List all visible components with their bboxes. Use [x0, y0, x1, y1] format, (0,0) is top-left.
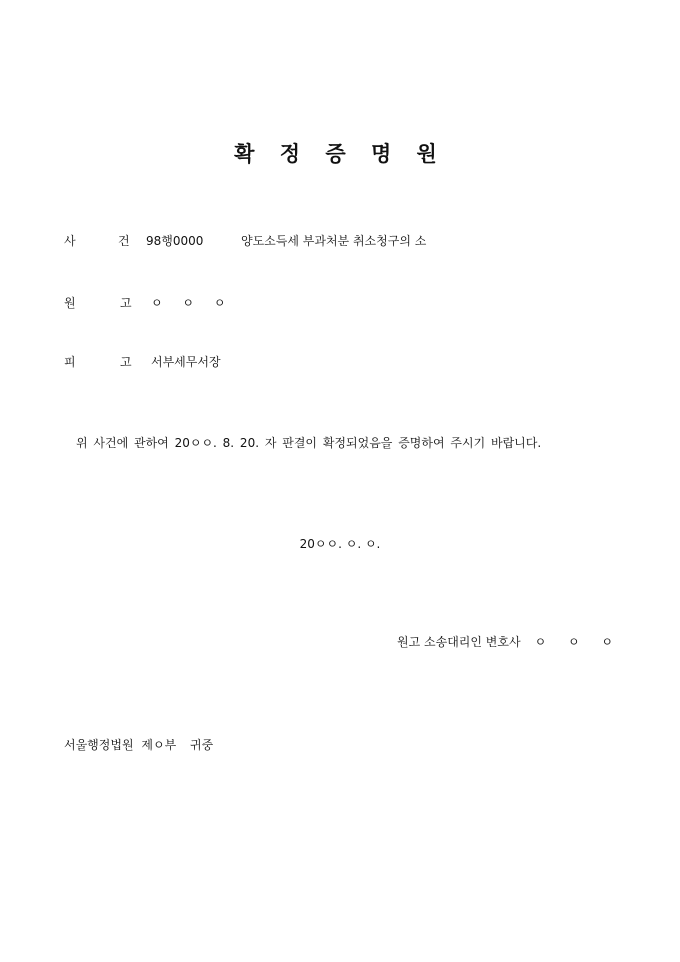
plaintiff-label-first-char: 원: [64, 296, 76, 310]
defendant-name: 서부세무서장: [151, 355, 221, 369]
case-number: 98행0000: [146, 234, 204, 248]
case-label-second-char: 건: [118, 234, 130, 248]
document-date: 20ㅇㅇ. ㅇ. ㅇ.: [299, 537, 381, 551]
signer-role: 원고 소송대리인 변호사: [397, 635, 521, 649]
plaintiff-name: ㅇ ㅇ ㅇ: [151, 296, 234, 310]
defendant-label-second-char: 고: [120, 355, 132, 369]
addressee-court: [64, 737, 213, 753]
court-name: 서울행정법원: [64, 738, 134, 752]
signer-name: ㅇ ㅇ ㅇ: [534, 635, 622, 649]
case-name: 양도소득세 부과처분 취소청구의 소: [241, 234, 427, 248]
defendant-label-first-char: 피: [64, 355, 76, 369]
plaintiff-label-second-char: 고: [120, 296, 132, 310]
court-division: 제ㅇ부: [141, 738, 177, 752]
request-body-text: 위 사건에 관하여 20ㅇㅇ. 8. 20. 자 판결이 확정되었음을 증명하여 주시기 바랍니다.: [76, 436, 542, 450]
case-label-first-char: 사: [64, 234, 76, 248]
document-title: 확 정 증 명 원: [234, 141, 446, 166]
signer-line: [397, 634, 622, 650]
court-honorific: 귀중: [190, 738, 214, 752]
